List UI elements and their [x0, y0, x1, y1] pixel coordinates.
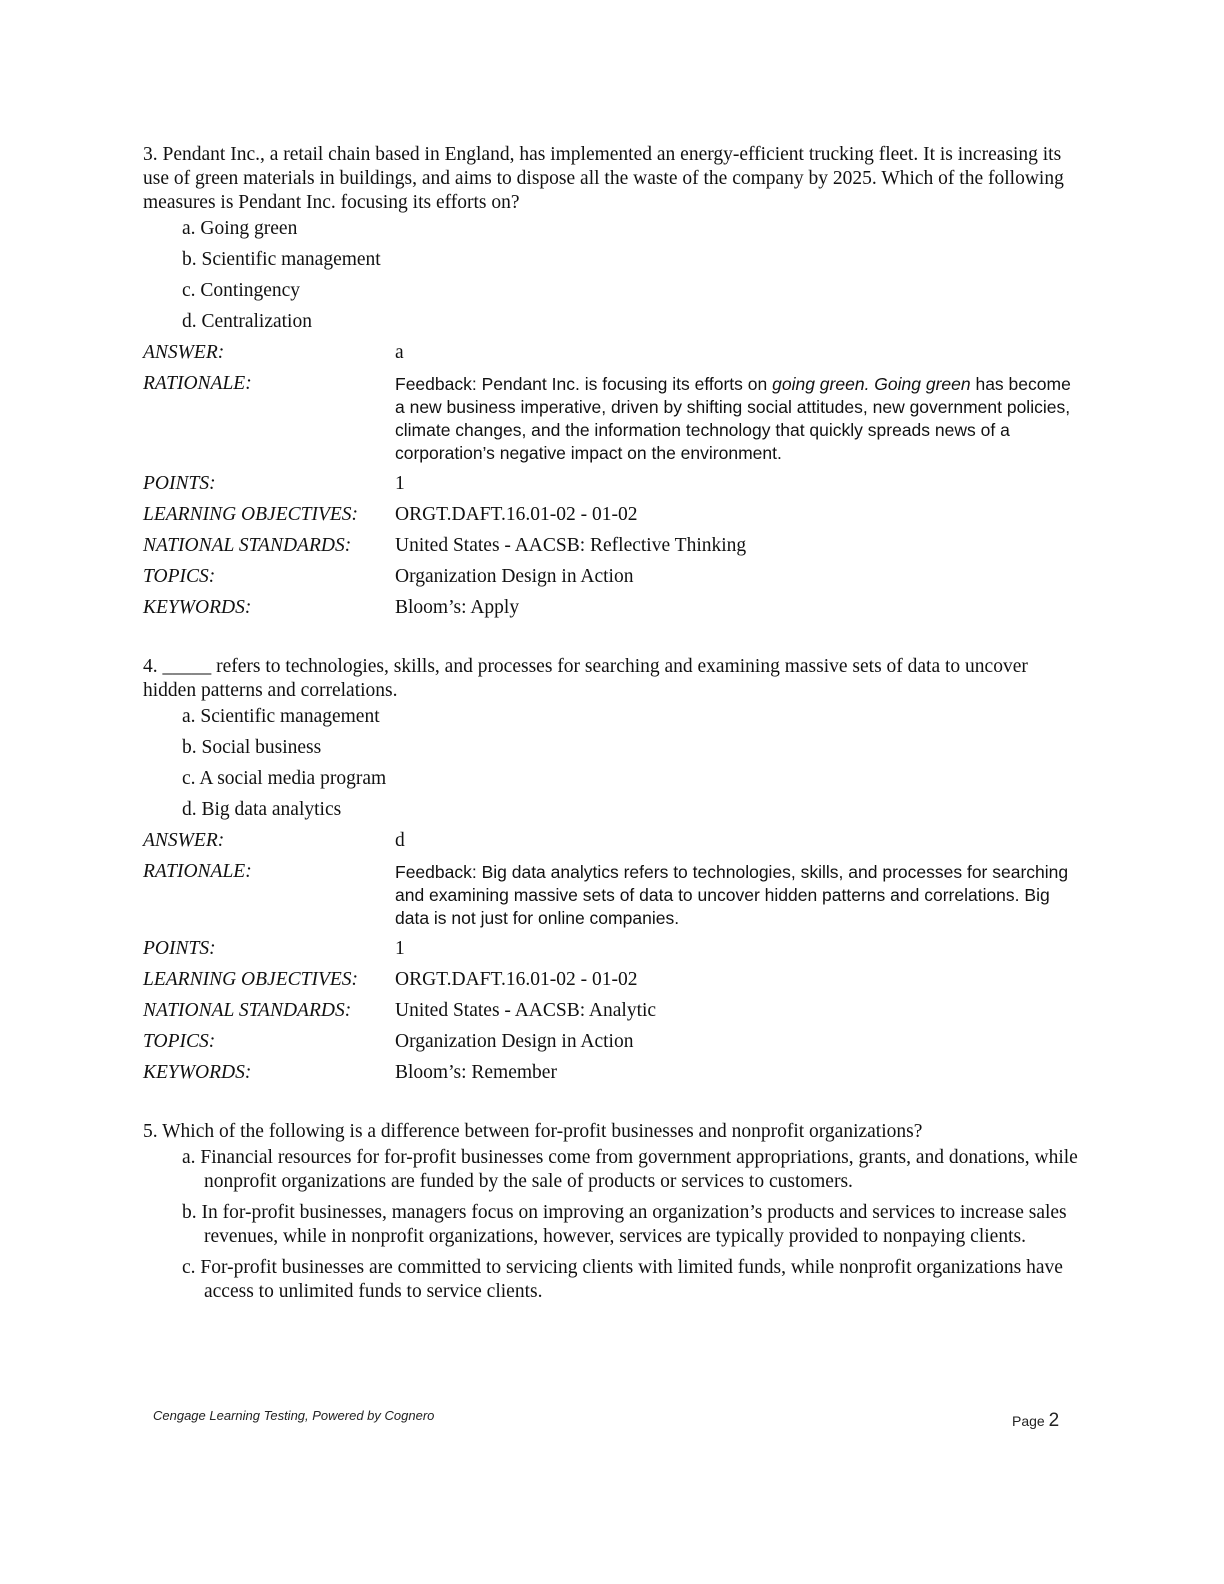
question-stem: 5. Which of the following is a difference between for-profit businesses and nonprofit organizations?: [143, 1121, 923, 1142]
objectives-row: [143, 968, 1083, 992]
answer-value: a: [395, 342, 404, 363]
rationale-text: Feedback: Big data analytics refers to technologies, skills, and processes for searching and examining massive sets of data to uncover hidden patterns and correlations. Big data is not just for online companies.: [395, 862, 1069, 928]
question-5: [143, 1120, 1083, 1304]
option-b: b. In for-profit businesses, managers focus on improving an organization’s products and services to increase sales revenues, while in nonprofit organizations, however, services are typically provided to nonpaying clients.: [182, 1202, 1067, 1247]
topics-row: [143, 1030, 1083, 1054]
points-value: 1: [395, 938, 405, 959]
option-c: c. A social media program: [182, 768, 387, 789]
question-metadata: [143, 829, 1083, 1085]
standards-label: NATIONAL STANDARDS:: [143, 535, 352, 556]
standards-label: NATIONAL STANDARDS:: [143, 1000, 352, 1021]
page-number: [1012, 1410, 1059, 1432]
keywords-value: Bloom’s: Remember: [395, 1062, 557, 1083]
rationale-text: [395, 372, 1083, 465]
rationale-text-end: has become a new business imperative, driven by shifting social attitudes, new government policies, climate changes, and the information technology that quickly spreads news of a corporation’s negative impact on the environment.: [395, 374, 1071, 463]
rationale-label: RATIONALE:: [143, 861, 252, 882]
answer-label: ANSWER:: [143, 342, 225, 363]
option-list: [143, 1146, 1083, 1304]
option-a: a. Financial resources for for-profit businesses come from government appropriations, grants, and donations, while nonprofit organizations are funded by the sale of products or services to customers.: [182, 1147, 1078, 1192]
points-value: 1: [395, 473, 405, 494]
answer-label: ANSWER:: [143, 830, 225, 851]
topics-value: Organization Design in Action: [395, 566, 634, 587]
option-a: a. Going green: [182, 218, 298, 239]
keywords-value: Bloom’s: Apply: [395, 597, 520, 618]
points-row: [143, 472, 1083, 496]
option-b: b. Social business: [182, 737, 322, 758]
option-c: c. For-profit businesses are committed to servicing clients with limited funds, while nonprofit organizations have access to unlimited funds to service clients.: [182, 1257, 1063, 1302]
topics-row: [143, 565, 1083, 589]
keywords-row: [143, 1061, 1083, 1085]
objectives-value: ORGT.DAFT.16.01-02 - 01-02: [395, 969, 638, 990]
keywords-label: KEYWORDS:: [143, 597, 252, 618]
objectives-row: [143, 503, 1083, 527]
spacer: [143, 627, 1083, 655]
option-a: a. Scientific management: [182, 706, 380, 727]
page-content: [143, 143, 1083, 1311]
answer-value: d: [395, 830, 405, 851]
option-d: d. Centralization: [182, 311, 312, 332]
question-metadata: [143, 341, 1083, 620]
question-3: [143, 143, 1083, 620]
page-number-value: 2: [1048, 1410, 1060, 1431]
objectives-label: LEARNING OBJECTIVES:: [143, 504, 359, 525]
objectives-value: ORGT.DAFT.16.01-02 - 01-02: [395, 504, 638, 525]
keywords-label: KEYWORDS:: [143, 1062, 252, 1083]
rationale-text-start: Feedback: Pendant Inc. is focusing its efforts on: [395, 374, 773, 394]
topics-value: Organization Design in Action: [395, 1031, 634, 1052]
question-stem: 3. Pendant Inc., a retail chain based in England, has implemented an energy-efficient trucking fleet. It is increasing its use of green materials in buildings, and aims to dispose all the waste of the company by 2025. Which of the following measures is Pendant Inc. focusing its efforts on?: [143, 144, 1064, 213]
points-label: POINTS:: [143, 473, 216, 494]
question-stem: 4. _____ refers to technologies, skills, and processes for searching and examining massive sets of data to uncover hidden patterns and correlations.: [143, 656, 1028, 701]
spacer: [143, 1092, 1083, 1120]
page-label: Page: [1012, 1413, 1045, 1429]
points-row: [143, 937, 1083, 961]
option-list: [143, 217, 1083, 334]
answer-row: [143, 829, 1083, 853]
option-d: d. Big data analytics: [182, 799, 342, 820]
standards-row: [143, 999, 1083, 1023]
points-label: POINTS:: [143, 938, 216, 959]
standards-value: United States - AACSB: Analytic: [395, 1000, 657, 1021]
topics-label: TOPICS:: [143, 1031, 216, 1052]
rationale-row: [143, 372, 1083, 465]
answer-row: [143, 341, 1083, 365]
option-b: b. Scientific management: [182, 249, 381, 270]
option-list: [143, 705, 1083, 822]
rationale-emphasis: going green. Going green: [772, 374, 971, 394]
standards-row: [143, 534, 1083, 558]
keywords-row: [143, 596, 1083, 620]
objectives-label: LEARNING OBJECTIVES:: [143, 969, 359, 990]
option-c: c. Contingency: [182, 280, 301, 301]
rationale-row: [143, 860, 1083, 930]
rationale-label: RATIONALE:: [143, 373, 252, 394]
question-4: [143, 655, 1083, 1085]
standards-value: United States - AACSB: Reflective Thinking: [395, 535, 747, 556]
topics-label: TOPICS:: [143, 566, 216, 587]
footer-credit: Cengage Learning Testing, Powered by Cognero: [153, 1408, 435, 1423]
